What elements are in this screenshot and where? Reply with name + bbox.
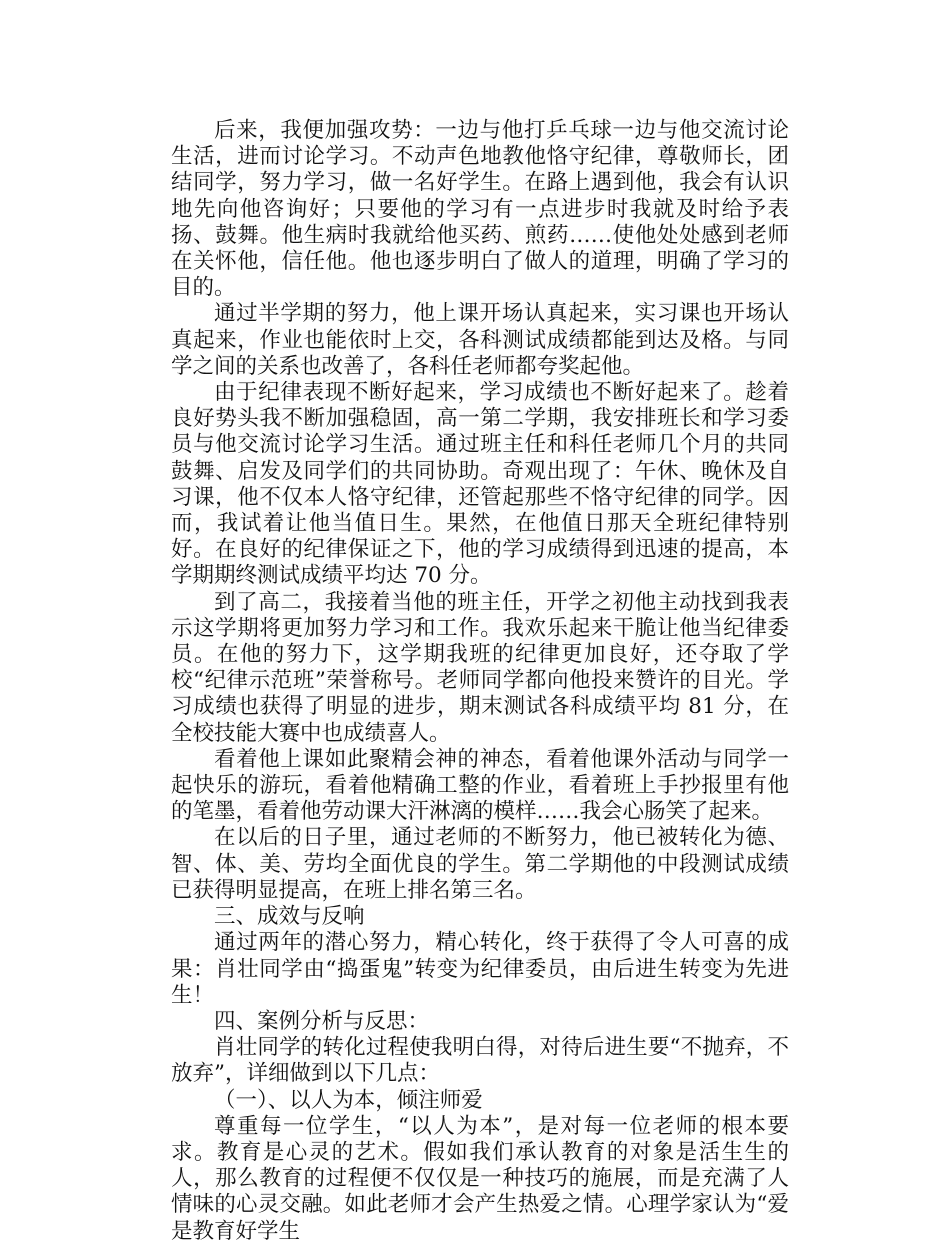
paragraph-watching-him: 看着他上课如此聚精会神的神态，看着他课外活动与同学一起快乐的游玩，看着他精确工整的作业，看着班上手抄报里有他的笔墨，看着他劳动课大汗淋漓的模样……我会心肠笑了起来。 xyxy=(171,746,789,825)
paragraph-strategy: 后来，我便加强攻势：一边与他打乒乓球一边与他交流讨论生活，进而讨论学习。不动声色地教他恪守纪律，尊敬师长，团结同学，努力学习，做一名好学生。在路上遇到他，我会有认识地先向他咨询好；只要他的学习有一点进步时我就及时给予表扬、鼓舞。他生病时我就给他买药、煎药……使他处处感到老师在关怀他，信任他。他也逐步明白了做人的道理，明确了学习的目的。 xyxy=(171,118,789,301)
paragraph-discipline-improvement: 由于纪律表现不断好起来，学习成绩也不断好起来了。趁着良好势头我不断加强稳固，高一第二学期，我安排班长和学习委员与他交流讨论学习生活。通过班主任和科任老师几个月的共同鼓舞、启发及同学们的共同协助。奇观出现了：午休、晚休及自习课，他不仅本人恪守纪律，还管起那些不恪守纪律的同学。因而，我试着让他当值日生。果然，在他值日那天全班纪律特别好。在良好的纪律保证之下，他的学习成绩得到迅速的提高，本学期期终测试成绩平均达 70 分。 xyxy=(171,380,789,589)
paragraph-respect-students: 尊重每一位学生，“以人为本”，是对每一位老师的根本要求。教育是心灵的艺术。假如我们承认教育的对象是活生生的人，那么教育的过程便不仅仅是一种技巧的施展，而是充满了人情味的心灵交融。如此老师才会产生热爱之情。心理学家认为“爱是教育好学生 xyxy=(171,1113,789,1244)
document-body xyxy=(171,118,789,1245)
paragraph-analysis-intro: 肖壮同学的转化过程使我明白得，对待后进生要“不抛弃，不放弃”，详细做到以下几点： xyxy=(171,1035,789,1087)
paragraph-results: 通过两年的潜心努力，精心转化，终于获得了令人可喜的成果：肖壮同学由“捣蛋鬼”转变为纪律委员，由后进生转变为先进生！ xyxy=(171,930,789,1008)
paragraph-second-year: 到了高二，我接着当他的班主任，开学之初他主动找到我表示这学期将更加努力学习和工作。我欢乐起来干脆让他当纪律委员。在他的努力下，这学期我班的纪律更加良好，还夺取了学校“纪律示范班”荣誉称号。老师同学都向他投来赞许的目光。学习成绩也获得了明显的进步，期末测试各科成绩平均 81 分，在全校技能大赛中也成绩喜人。 xyxy=(171,589,789,746)
section-heading-results: 三、成效与反响 xyxy=(214,904,365,930)
subheading-people-oriented: （一）、以人为本，倾注师爱 xyxy=(214,1087,483,1113)
paragraph-half-semester: 通过半学期的努力，他上课开场认真起来，实习课也开场认真起来，作业也能依时上交，各科测试成绩都能到达及格。与同学之间的关系也改善了，各科任老师都夸奖起他。 xyxy=(171,301,789,379)
paragraph-later-days: 在以后的日子里，通过老师的不断努力，他已被转化为德、智、体、美、劳均全面优良的学生。第二学期他的中段测试成绩已获得明显提高，在班上排名第三名。 xyxy=(171,825,789,903)
section-heading-analysis: 四、案例分析与反思： xyxy=(214,1008,430,1034)
